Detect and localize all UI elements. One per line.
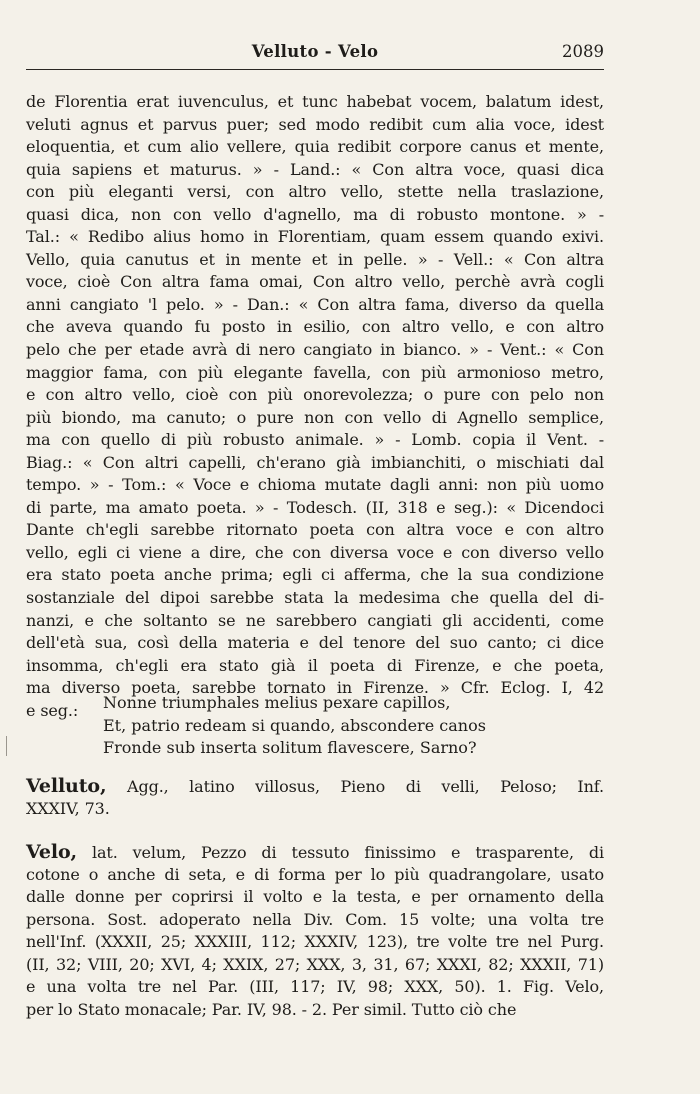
text-line: quia sapiens et maturus. » - Land.: « Con altra voce, quasi dica <box>26 159 604 179</box>
text-line: maggior fama, con più elegante favella, con più armonioso metro, <box>26 362 604 382</box>
entry-line: XXXIV, 73. <box>26 798 110 818</box>
entry-headword: Velo, <box>26 841 77 863</box>
text-line: anni cangiato 'l pelo. » - Dan.: « Con altra fama, diverso da quella <box>26 294 604 314</box>
text-line: vello, egli ci viene a dire, che con diversa voce e con diverso vello <box>26 542 604 562</box>
header-rule <box>26 69 604 70</box>
entry-line: per lo Stato monacale; Par. IV, 98. - 2. Per simil. Tutto ciò che <box>26 999 517 1019</box>
text-line: ma diverso poeta, sarebbe tornato in Firenze. » Cfr. Eclog. I, 42 <box>26 678 604 698</box>
verse-line: Fronde sub inserta solitum flavescere, Sarno? <box>103 738 477 758</box>
text-line: Tal.: « Redibo alius homo in Florentiam, quam essem quando exivi. <box>26 227 604 247</box>
entry-line: persona. Sost. adoperato nella Div. Com. 15 volte; una volta tre <box>26 909 604 929</box>
verse-quotation <box>103 692 486 760</box>
text-line: eloquentia, et cum alio vellere, quia redibit corpore canus et mente, <box>26 137 604 157</box>
entry-velo <box>26 841 604 1021</box>
text-line: con più eleganti versi, con altro vello, stette nella traslazione, <box>26 182 604 202</box>
running-header <box>26 42 604 66</box>
text-line: e con altro vello, cioè con più onorevolezza; o pure con pelo non <box>26 385 604 405</box>
text-line: più biondo, ma canuto; o pure non con vello di Agnello semplice, <box>26 407 604 427</box>
text-line: insomma, ch'egli era stato già il poeta di Firenze, e che poeta, <box>26 655 604 675</box>
text-line: sostanziale del dipoi sarebbe stata la medesima che quella del di- <box>26 588 604 608</box>
text-line: pelo che per etade avrà di nero cangiato in bianco. » - Vent.: « Con <box>26 340 604 360</box>
text-line: era stato poeta anche prima; egli ci afferma, che la sua condizione <box>26 565 604 585</box>
entry-text: Agg., latino villosus, Pieno di velli, Peloso; Inf. <box>106 777 604 796</box>
text-line: di parte, ma amato poeta. » - Todesch. (II, 318 e seg.): « Dicendoci <box>26 497 604 517</box>
entry-text: lat. velum, Pezzo di tessuto finissimo e trasparente, di <box>77 843 604 862</box>
text-line: nanzi, e che soltanto se ne sarebbero cangiati gli accidenti, come <box>26 610 604 630</box>
header-title: Velluto - Velo <box>251 42 379 61</box>
entry-line: cotone o anche di seta, e di forma per lo più quadrangolare, usato <box>26 864 604 884</box>
text-line: Vello, quia canutus et in mente et in pelle. » - Vell.: « Con altra <box>26 249 604 269</box>
text-line: de Florentia erat iuvenculus, et tunc habebat vocem, balatum idest, <box>26 92 604 111</box>
entry-line: dalle donne per coprirsi il volto e la testa, e per ornamento della <box>26 887 604 907</box>
verse-line: Nonne triumphales melius pexare capillos, <box>103 693 451 712</box>
commentary-paragraph <box>26 91 604 722</box>
text-line: voce, cioè Con altra fama omai, Con altro vello, perchè avrà cogli <box>26 272 604 292</box>
text-line: quasi dica, non con vello d'agnello, ma di robusto montone. » - <box>26 204 604 224</box>
entry-line: (II, 32; VIII, 20; XVI, 4; XXIX, 27; XXX, 3, 31, 67; XXXI, 82; XXXII, 71) <box>26 954 604 974</box>
entry-velluto <box>26 775 604 820</box>
text-line: dell'età sua, così della materia e del tenore del suo canto; ci dice <box>26 633 604 653</box>
entry-line: e una volta tre nel Par. (III, 117; IV, 98; XXX, 50). 1. Fig. Velo, <box>26 977 604 997</box>
verse-line: Et, patrio redeam si quando, abscondere canos <box>103 715 486 735</box>
text-line: tempo. » - Tom.: « Voce e chioma mutate dagli anni: non più uomo <box>26 475 604 495</box>
entry-headword: Velluto, <box>26 775 107 797</box>
text-line: ma con quello di più robusto animale. » - Lomb. copia il Vent. - <box>26 430 604 450</box>
margin-mark <box>6 736 7 756</box>
entry-line <box>26 841 604 864</box>
page-number: 2089 <box>562 42 604 61</box>
entry-line: nell'Inf. (XXXII, 25; XXXIII, 112; XXXIV, 123), tre volte tre nel Purg. <box>26 932 604 952</box>
entry-line <box>26 775 604 798</box>
text-line: e seg.: <box>26 700 79 720</box>
text-line: Dante ch'egli sarebbe ritornato poeta con altra voce e con altro <box>26 520 604 540</box>
text-line: Biag.: « Con altri capelli, ch'erano già imbianchiti, o mischiati dal <box>26 452 604 472</box>
text-line: che aveva quando fu posto in esilio, con altro vello, e con altro <box>26 317 604 337</box>
text-line: veluti agnus et parvus puer; sed modo redibit cum alia voce, idest <box>26 114 604 134</box>
